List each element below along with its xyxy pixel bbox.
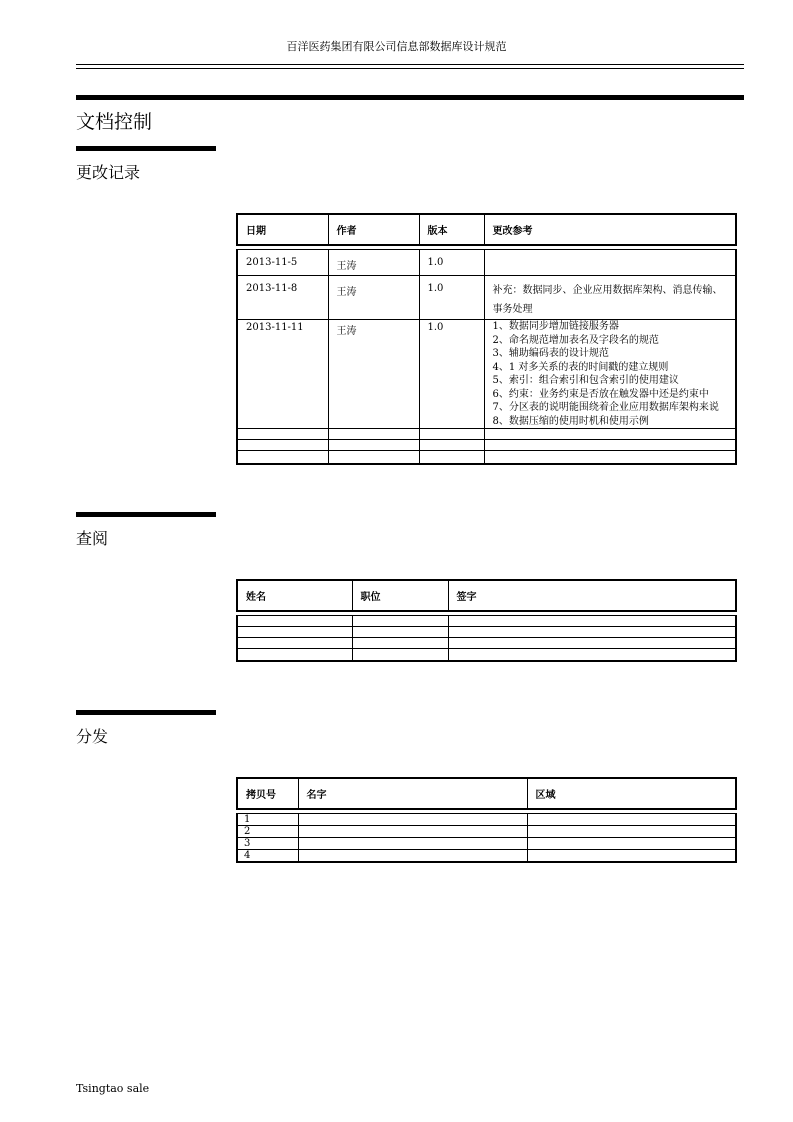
table-row-empty [237,616,736,627]
table-row [237,826,736,838]
table-row [237,276,736,320]
title-bar [76,95,744,100]
header-rule-thin [76,68,744,69]
cell-notes [484,276,736,320]
note-line: 3、辅助编码表的设计规范 [492,348,609,359]
section-bar-change-log [76,146,216,151]
note-line: 5、索引：组合索引和包含索引的使用建议 [492,375,679,386]
page-footer: Tsingtao sale [76,1082,150,1095]
column-header-name: 姓名 [237,580,352,611]
note-line: 8、数据压缩的使用时机和使用示例 [492,415,649,427]
section-bar-distribution [76,710,216,715]
column-header-notes: 更改参考 [484,214,736,245]
page-title: 文档控制 [76,111,153,133]
note-line: 2、命名规范增加表名及字段名的规范 [492,334,659,346]
cell-copy-number: 3 [237,838,298,850]
cell-date: 2013-11-11 [237,320,328,429]
table-row-empty [237,440,736,451]
cell-author: 王涛 [328,320,419,429]
section-title-distribution: 分发 [76,727,109,746]
cell-date: 2013-11-8 [237,276,328,320]
table-row-empty [237,451,736,464]
note-line: 补充：数据同步、企业应用数据库架构、消息传输、 [492,285,723,296]
table-row [237,838,736,850]
distribution-table [236,777,737,863]
table-row-empty [237,638,736,649]
table-row [237,850,736,863]
section-bar-review [76,512,216,517]
cell-version: 1.0 [419,276,484,320]
column-header-region: 区域 [527,778,736,809]
cell-copy-number: 4 [237,850,298,863]
table-row [237,320,736,429]
table-row-empty [237,649,736,661]
header-rule [76,64,744,65]
note-line: 事务处理 [492,304,533,315]
cell-copy-number: 2 [237,826,298,838]
change-log-table [236,213,737,465]
column-header-author: 作者 [328,214,419,245]
note-line: 1、数据同步增加链接服务器 [492,321,619,332]
cell-version: 1.0 [419,320,484,429]
column-header-signature: 签字 [448,580,736,611]
table-row-empty [237,429,736,440]
table-row [237,814,736,826]
note-line: 6、约束：业务约束是否放在触发器中还是约束中 [492,388,709,400]
column-header-version: 版本 [419,214,484,245]
column-header-position: 职位 [352,580,448,611]
cell-notes [484,320,736,429]
column-header-copy-number: 拷贝号 [237,778,298,809]
cell-date: 2013-11-5 [237,250,328,276]
cell-author: 王涛 [328,250,419,276]
table-row-empty [237,627,736,638]
section-title-review: 查阅 [76,529,109,548]
section-title-change-log: 更改记录 [76,163,141,182]
note-line: 4、1 对多关系的表的时间戳的建立规则 [492,361,669,373]
cell-version: 1.0 [419,250,484,276]
table-row [237,250,736,276]
column-header-date: 日期 [237,214,328,245]
cell-notes [484,250,736,276]
column-header-recipient-name: 名字 [298,778,527,809]
note-line: 7、分区表的说明能围绕着企业应用数据库架构来说 [492,402,719,413]
cell-author: 王涛 [328,276,419,320]
review-table [236,579,737,662]
cell-copy-number: 1 [237,814,298,826]
page-header-title: 百洋医药集团有限公司信息部数据库设计规范 [286,40,507,53]
